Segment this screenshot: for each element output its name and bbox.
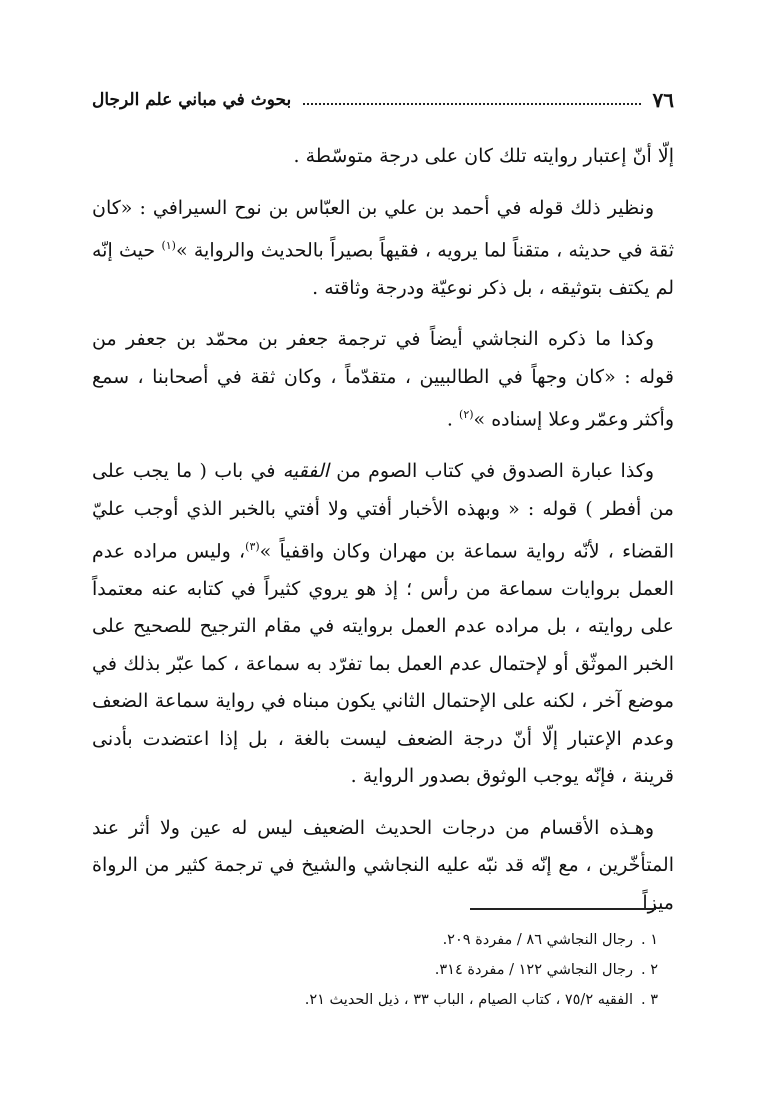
- footnote-ref-3[interactable]: (٣): [245, 540, 260, 554]
- main-text: [92, 138, 674, 922]
- footnote-number: ٢ .: [640, 962, 658, 978]
- footnote-number: ٣ .: [640, 992, 658, 1008]
- footnote-text: الفقيه ٧٥/٢ ، كتاب الصيام ، الباب ٣٣ ، ذيل الحديث ٢١.: [304, 992, 633, 1008]
- footnote-separator: [470, 908, 656, 910]
- paragraph-4: وكذا عبارة الصدوق في كتاب الصوم من الفقيه في باب ( ما يجب على من أفطر ) قوله : « وبهذه الأخبار أفتي ولا أفتي بالخبر الذي أوجب عليّ القضاء ، لأنّه رواية سماعة بن مهران وكان واقفياً »$^{(٣)}$، وليس مراده عدم العمل بروايات سماعة من رأس ؛ إذ هو يروي كثيراً في كتابه عنه معتمداً على روايته ، بل مراده عدم العمل بروايته في مقام الترجيح للصحيح على الخبر الموثّق أو لإحتمال عدم العمل بما تفرّد به سماعة ، كما عبّر بذلك في موضع آخر ، لكنه على الإحتمال الثاني يكون مبناه في رواية سماعة الضعف وعدم الإعتبار إلّا أنّ درجة الضعف ليست بالغة ، بل إذا اعتضدت بأدنى قرينة ، فإنّه يوجب الوثوق بصدور الرواية .: [92, 460, 674, 788]
- footnote: [92, 955, 658, 985]
- paragraph-1: إلّا أنّ إعتبار روايته تلك كان على درجة متوسّطة .: [293, 145, 674, 167]
- paragraph-3: وكذا ما ذكره النجاشي أيضاً في ترجمة جعفر بن محمّد بن جعفر من قوله : «كان وجهاً في الطالبيين ، متقدّماً ، وكان ثقة في أصحابنا ، سمع وأكثر وعمّر وعلا إسناده »$^{(٢)}$ .: [92, 328, 674, 431]
- header-dotted-leader: [303, 103, 640, 105]
- book-title-italic: الفقيه: [282, 460, 329, 483]
- paragraph-2: ونظير ذلك قوله في أحمد بن علي بن العبّاس بن نوح السيرافي : «كان ثقة في حديثه ، متقناً لما يرويه ، فقيهاً بصيراً بالحديث والرواية »$^{(١)}$ حيث إنّه لم يكتف بتوثيقه ، بل ذكر نوعيّة ودرجة وثاقته .: [92, 196, 675, 299]
- footnote-text: رجال النجاشي ١٢٢ / مفردة ٣١٤.: [434, 962, 633, 978]
- paragraph-5: وهـذه الأقسام من درجات الحديث الضعيف ليس له عين ولا أثر عند المتأخّرين ، مع إنّه قد نبّه عليه النجاشي والشيخ في ترجمة كثير من الرواة ميزاً: [92, 816, 674, 914]
- footnote-text: رجال النجاشي ٨٦ / مفردة ٢٠٩.: [442, 932, 633, 948]
- page-number: ٧٦: [652, 88, 674, 112]
- page-header: [92, 85, 674, 115]
- footnote-number: ١ .: [640, 932, 658, 948]
- footnote: [92, 985, 658, 1015]
- footnote: [92, 925, 658, 955]
- footnotes: [92, 925, 658, 1015]
- footnote-ref-1[interactable]: (١): [161, 239, 176, 252]
- running-title: بحوث في مباني علم الرجال: [92, 90, 292, 110]
- footnote-ref-2[interactable]: (٢): [459, 408, 474, 422]
